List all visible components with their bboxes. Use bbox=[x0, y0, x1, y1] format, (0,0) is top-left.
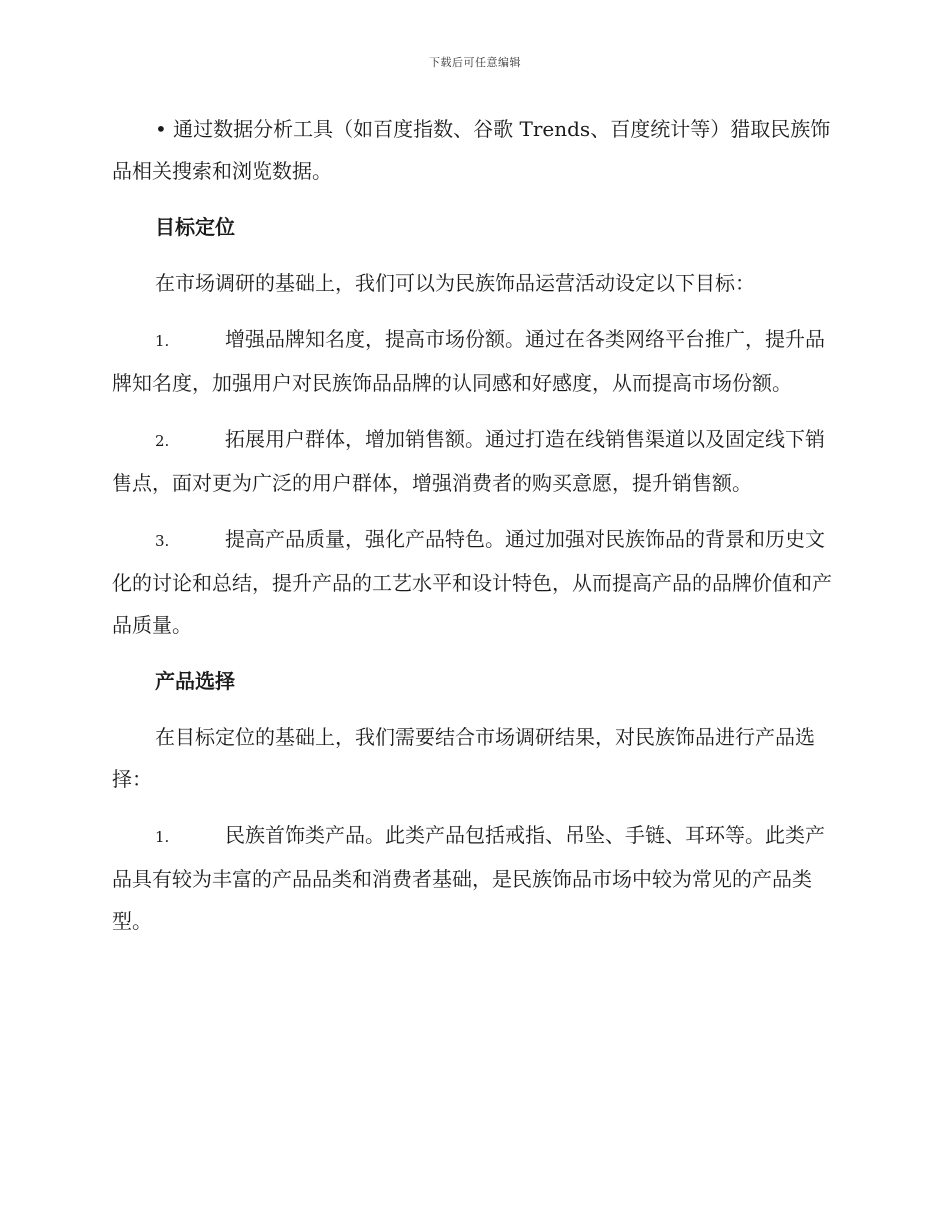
list-item bbox=[112, 318, 834, 404]
list-item bbox=[112, 814, 834, 942]
section-intro-product: 在目标定位的基础上，我们需要结合市场调研结果，对民族饰品进行产品选择： bbox=[112, 725, 815, 791]
section-heading-target: 目标定位 bbox=[155, 215, 235, 239]
list-item-text: 拓展用户群体，增加销售额。通过打造在线销售渠道以及固定线下销售点，面对更为广泛的用户群体，增强消费者的购买意愿，提升销售额。 bbox=[112, 427, 825, 495]
list-item-text: 增强品牌知名度，提高市场份额。通过在各类网络平台推广，提升品牌知名度，加强用户对民族饰品品牌的认同感和好感度，从而提高市场份额。 bbox=[112, 327, 825, 395]
section-heading-product: 产品选择 bbox=[155, 669, 235, 693]
list-item-text: 提高产品质量，强化产品特色。通过加强对民族饰品的背景和历史文化的讨论和总结，提升产品的工艺水平和设计特色，从而提高产品的品牌价值和产品质量。 bbox=[112, 527, 832, 637]
section-intro-target: 在市场调研的基础上，我们可以为民族饰品运营活动设定以下目标： bbox=[155, 271, 755, 295]
page-header: 下载后可任意编辑 bbox=[429, 56, 521, 69]
list-item-text: 民族首饰类产品。此类产品包括戒指、吊坠、手链、耳环等。此类产品具有较为丰富的产品品类和消费者基础，是民族饰品市场中较为常见的产品类型。 bbox=[112, 823, 825, 933]
list-item bbox=[112, 518, 834, 646]
bullet-paragraph: • 通过数据分析工具（如百度指数、谷歌 Trends、百度统计等）猎取民族饰品相关搜索和浏览数据。 bbox=[112, 117, 831, 183]
document-body bbox=[112, 108, 834, 956]
list-item-number: 3. bbox=[155, 532, 170, 550]
list-item-number: 2. bbox=[155, 432, 170, 450]
list-item-number: 1. bbox=[155, 828, 170, 846]
list-item-number: 1. bbox=[155, 332, 170, 350]
list-item bbox=[112, 418, 834, 504]
